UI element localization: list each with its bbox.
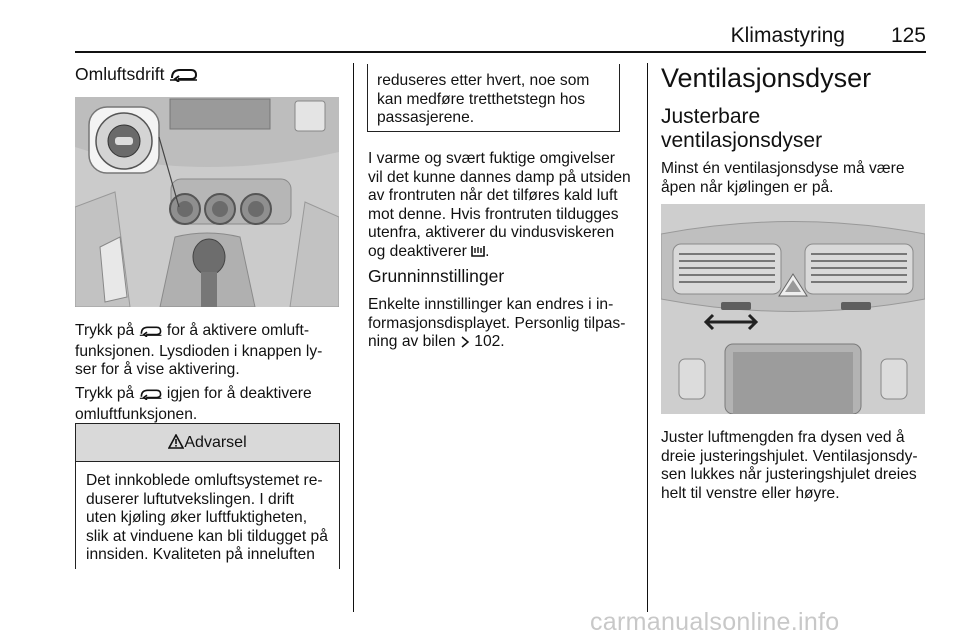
subheading-basic-settings: Grunninnstillinger bbox=[368, 266, 505, 286]
column-divider-right bbox=[647, 63, 648, 612]
center-console-illustration bbox=[75, 97, 339, 307]
column-divider-left bbox=[353, 63, 354, 612]
running-header-title: Klimastyring bbox=[730, 24, 845, 47]
recirculation-icon bbox=[139, 324, 163, 343]
paragraph-humidity: I varme og svært fuktige omgivelser vil det kunne dannes damp på utsiden av frontruten når det tilføres kald luft mot denne. Hvis frontruten tildugges utenfra, aktiverer du vindusviskeren og deaktiverer . bbox=[368, 150, 643, 263]
warning-triangle-icon bbox=[168, 426, 184, 463]
heading-text: Omluftsdrift bbox=[75, 64, 165, 84]
warning-title: Advarsel bbox=[184, 434, 247, 451]
warning-box bbox=[75, 423, 340, 569]
recirculation-icon bbox=[169, 66, 199, 87]
air-vent-illustration bbox=[661, 204, 925, 414]
paragraph-activate: Trykk på for å aktivere omluft- funksjonen. Lysdioden i knappen ly- ser for å vise aktivering. bbox=[75, 322, 323, 378]
warning-box-continued: reduseres etter hvert, noe som kan medføre tretthetstegn hos passasjerene. bbox=[367, 64, 620, 132]
page-reference-arrow-icon bbox=[460, 335, 470, 354]
paragraph-settings: Enkelte innstillinger kan endres i in- formasjonsdisplayet. Personlig tilpas- ning av bilen 102. bbox=[368, 296, 643, 354]
chapter-heading-air-vents: Ventilasjonsdyser bbox=[661, 63, 872, 93]
recirculation-icon bbox=[139, 387, 163, 406]
windscreen-demist-icon bbox=[471, 244, 485, 264]
warning-header bbox=[76, 424, 339, 462]
watermark: carmanualsonline.info bbox=[590, 608, 840, 636]
subheading-adjustable-vents: Justerbare ventilasjonsdyser bbox=[661, 105, 823, 152]
paragraph-deactivate: Trykk på igjen for å deaktivere omluftfunksjonen. bbox=[75, 385, 312, 423]
header-rule bbox=[75, 51, 926, 53]
paragraph-vent-open: Minst én ventilasjonsdyse må være åpen når kjølingen er på. bbox=[661, 160, 905, 196]
paragraph-adjust-airflow: Juster luftmengden fra dysen ved å dreie justeringshjulet. Ventilasjonsdy- sen lukkes når justeringshjulet dreies helt til venstre eller høyre. bbox=[661, 429, 918, 502]
section-heading-recirculation bbox=[75, 64, 199, 87]
warning-text: Det innkoblede omluftsystemet re- duserer luftutvekslingen. I drift uten kjøling øker luftfuktigheten, slik at vinduene kan bli tildugget på innsiden. Kvaliteten på inneluften bbox=[86, 472, 328, 563]
page-number: 125 bbox=[890, 24, 926, 47]
